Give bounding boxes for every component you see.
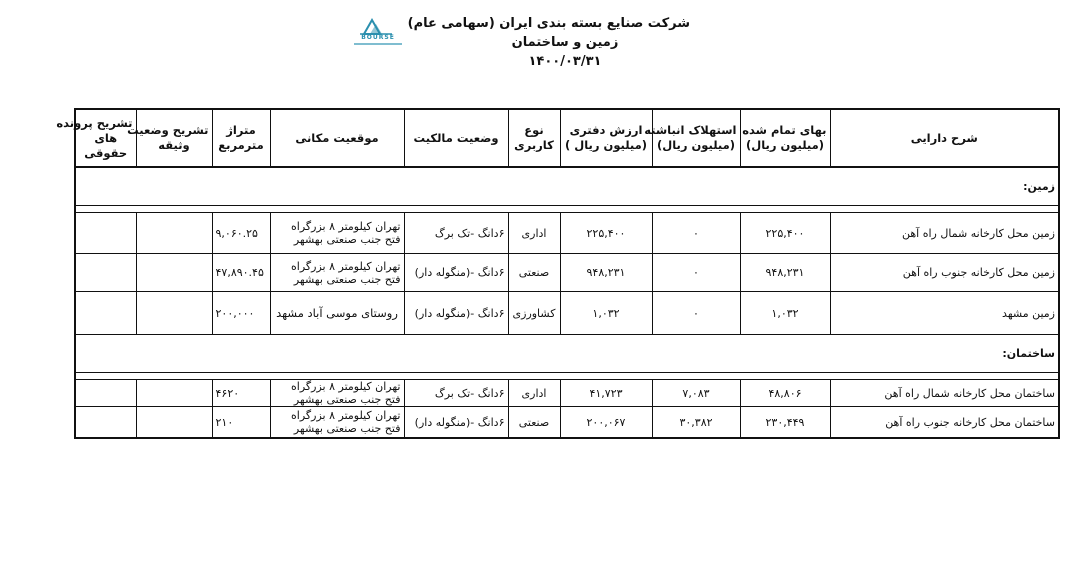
usage-cell: صنعتی [508,254,560,292]
final-price-cell: ۹۴۸,۲۳۱ [740,254,830,292]
document-header [0,0,1082,110]
location-cell: تهران کیلومتر ۸ بزرگراه فتح جنب صنعتی بهشهر [270,213,404,254]
location-cell: روستای موسی آباد مشهد [270,292,404,335]
book-value-cell: ۲۰۰,۰۶۷ [560,407,652,439]
legal-cell [75,407,136,439]
book-value-cell: ۲۲۵,۴۰۰ [560,213,652,254]
ownership-cell: ۶دانگ -(منگوله دار) [404,407,508,439]
document-subtitle: زمین و ساختمان [511,35,619,50]
table-row [75,407,1059,439]
col-header-book-value: ارزش دفتری (میلیون ریال ) [560,109,652,167]
collateral-cell [136,407,212,439]
area-cell: ۲۰۰,۰۰۰ [212,292,270,335]
asset-description: ساختمان محل کارخانه جنوب راه آهن [830,407,1059,439]
depreciation-cell: ۰ [652,254,740,292]
area-cell: ۴۷,۸۹۰.۴۵ [212,254,270,292]
col-header-depreciation: استهلاک انباشته (میلیون ریال) [652,109,740,167]
gap-row [75,206,1059,213]
area-cell: ۲۱۰ [212,407,270,439]
logo-underline [354,43,402,45]
final-price-cell: ۱,۰۳۲ [740,292,830,335]
section-title-land: زمین: [75,167,1059,206]
depreciation-cell: ۰ [652,213,740,254]
usage-cell: اداری [508,380,560,407]
gap-row [75,373,1059,380]
book-value-cell: ۹۴۸,۲۳۱ [560,254,652,292]
final-price-cell: ۲۲۵,۴۰۰ [740,213,830,254]
legal-cell [75,380,136,407]
document-date: ۱۴۰۰/۰۳/۳۱ [528,54,602,69]
ownership-cell: ۶دانگ -(منگوله دار) [404,292,508,335]
book-value-cell: ۴۱,۷۲۳ [560,380,652,407]
assets-table [56,108,1060,439]
col-header-final-price: بهای تمام شده (میلیون ریال) [740,109,830,167]
collateral-cell [136,380,212,407]
col-header-usage: نوع کاربری [508,109,560,167]
table-row [75,254,1059,292]
col-header-location: موقعیت مکانی [270,109,404,167]
company-name: شرکت صنایع بسته بندی ایران (سهامی عام) [407,16,690,31]
table-row [75,213,1059,254]
usage-cell: کشاورزی [508,292,560,335]
legal-cell [75,213,136,254]
col-header-area: متراژ مترمربع [212,109,270,167]
usage-cell: صنعتی [508,407,560,439]
legal-cell [75,254,136,292]
section-row-land [75,167,1059,206]
area-cell: ۴۶۲۰ [212,380,270,407]
depreciation-cell: ۳۰,۳۸۲ [652,407,740,439]
usage-cell: اداری [508,213,560,254]
final-price-cell: ۲۳۰,۴۴۹ [740,407,830,439]
title-block [407,14,690,71]
table-header-row [75,109,1059,167]
ownership-cell: ۶دانگ -تک برگ [404,380,508,407]
asset-description: زمین محل کارخانه جنوب راه آهن [830,254,1059,292]
table-row [75,380,1059,407]
collateral-cell [136,292,212,335]
table-row [75,292,1059,335]
col-header-legal: تشریح پرونده های حقوقی [75,109,136,167]
location-cell: تهران کیلومتر ۸ بزرگراه فتح جنب صنعتی بهشهر [270,380,404,407]
asset-description: زمین محل کارخانه شمال راه آهن [830,213,1059,254]
ownership-cell: ۶دانگ -تک برگ [404,213,508,254]
book-value-cell: ۱,۰۳۲ [560,292,652,335]
collateral-cell [136,213,212,254]
area-cell: ۹,۰۶۰.۲۵ [212,213,270,254]
collateral-cell [136,254,212,292]
ownership-cell: ۶دانگ -(منگوله دار) [404,254,508,292]
location-cell: تهران کیلومتر ۸ بزرگراه فتح جنب صنعتی بهشهر [270,254,404,292]
logo-wordmark: BOURSE [361,34,395,41]
section-row-buildings [75,335,1059,373]
final-price-cell: ۴۸,۸۰۶ [740,380,830,407]
col-header-description: شرح دارایی [830,109,1059,167]
col-header-ownership: وضعیت مالکیت [404,109,508,167]
col-header-collateral: تشریح وضعیت وثیقه [136,109,212,167]
depreciation-cell: ۰ [652,292,740,335]
legal-cell [75,292,136,335]
section-title-buildings: ساختمان: [75,335,1059,373]
depreciation-cell: ۷,۰۸۳ [652,380,740,407]
asset-description: زمین مشهد [830,292,1059,335]
location-cell: تهران کیلومتر ۸ بزرگراه فتح جنب صنعتی بهشهر [270,407,404,439]
asset-description: ساختمان محل کارخانه شمال راه آهن [830,380,1059,407]
